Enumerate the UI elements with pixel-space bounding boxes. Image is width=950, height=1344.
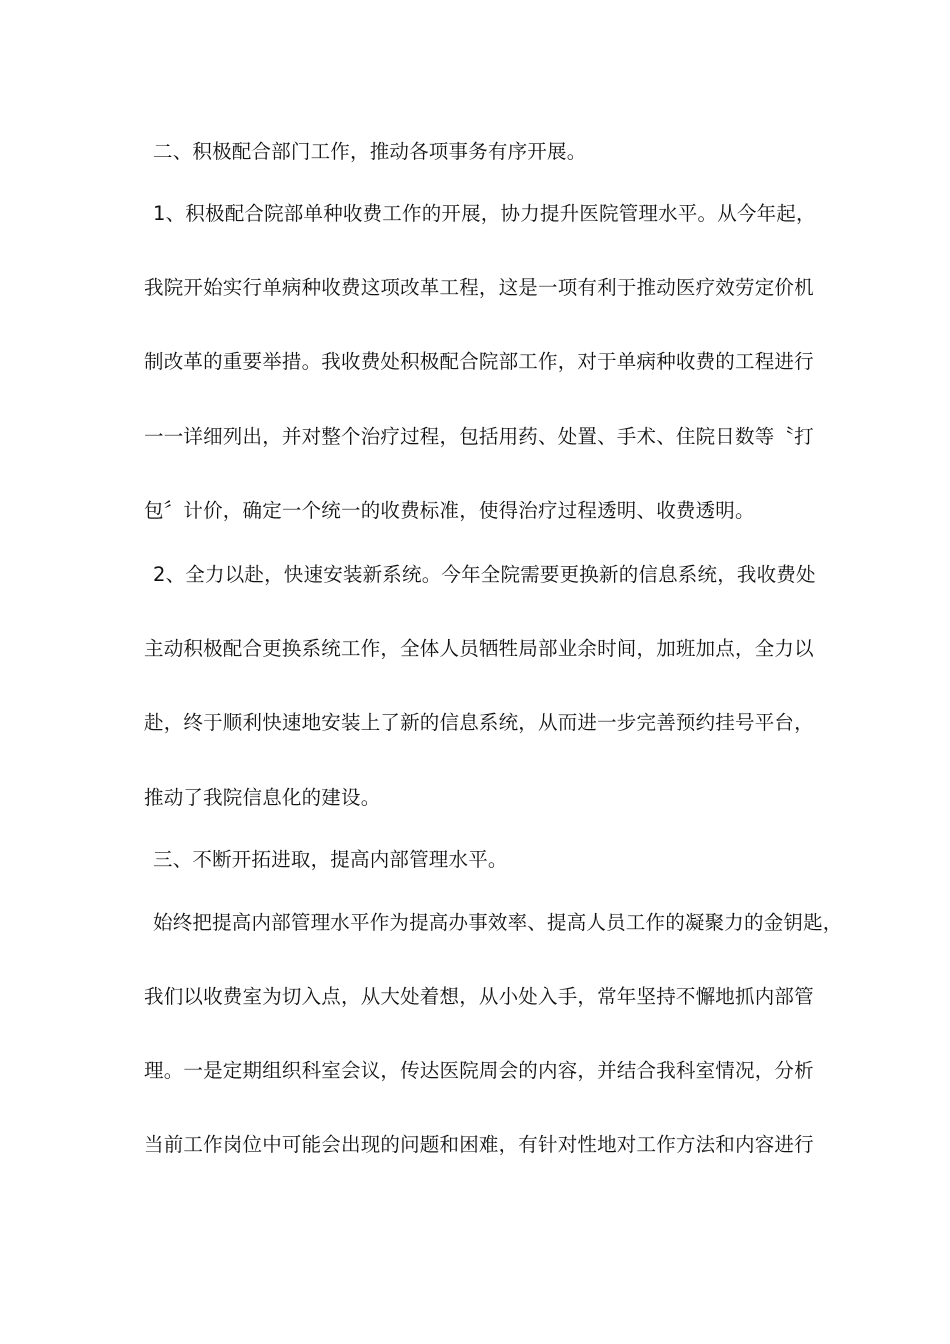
paragraph-line: 1、积极配合院部单种收费工作的开展，协力提升医院管理水平。从今年起， xyxy=(153,202,816,225)
paragraph-line: 我们以收费室为切入点，从大处着想，从小处入手，常年坚持不懈地抓内部管 xyxy=(144,985,814,1008)
paragraph-line: 理。一是定期组织科室会议，传达医院周会的内容，并结合我科室情况，分析 xyxy=(144,1059,814,1082)
paragraph-line: 我院开始实行单病种收费这项改革工程，这是一项有利于推动医疗效劳定价机 xyxy=(144,276,814,299)
paragraph-line: 主动积极配合更换系统工作，全体人员牺牲局部业余时间，加班加点，全力以 xyxy=(144,637,814,660)
paragraph-line: 制改革的重要举措。我收费处积极配合院部工作，对于单病种收费的工程进行 xyxy=(144,350,814,373)
paragraph-line: 始终把提高内部管理水平作为提高办事效率、提高人员工作的凝聚力的金钥匙， xyxy=(153,911,843,934)
paragraph-line: 一一详细列出，并对整个治疗过程，包括用药、处置、手术、住院日数等〝打 xyxy=(144,425,814,448)
paragraph-line: 推动了我院信息化的建设。 xyxy=(144,786,381,809)
section-heading-3: 三、不断开拓进取，提高内部管理水平。 xyxy=(153,848,508,871)
paragraph-line: 当前工作岗位中可能会出现的问题和困难，有针对性地对工作方法和内容进行 xyxy=(144,1133,814,1156)
paragraph-line: 包〞计价，确定一个统一的收费标准，使得治疗过程透明、收费透明。 xyxy=(144,499,755,522)
section-heading-2: 二、积极配合部门工作，推动各项事务有序开展。 xyxy=(153,140,587,163)
paragraph-line: 2、全力以赴，快速安装新系统。今年全院需要更换新的信息系统，我收费处 xyxy=(153,563,816,586)
paragraph-line: 赴，终于顺利快速地安装上了新的信息系统，从而进一步完善预约挂号平台， xyxy=(144,711,814,734)
